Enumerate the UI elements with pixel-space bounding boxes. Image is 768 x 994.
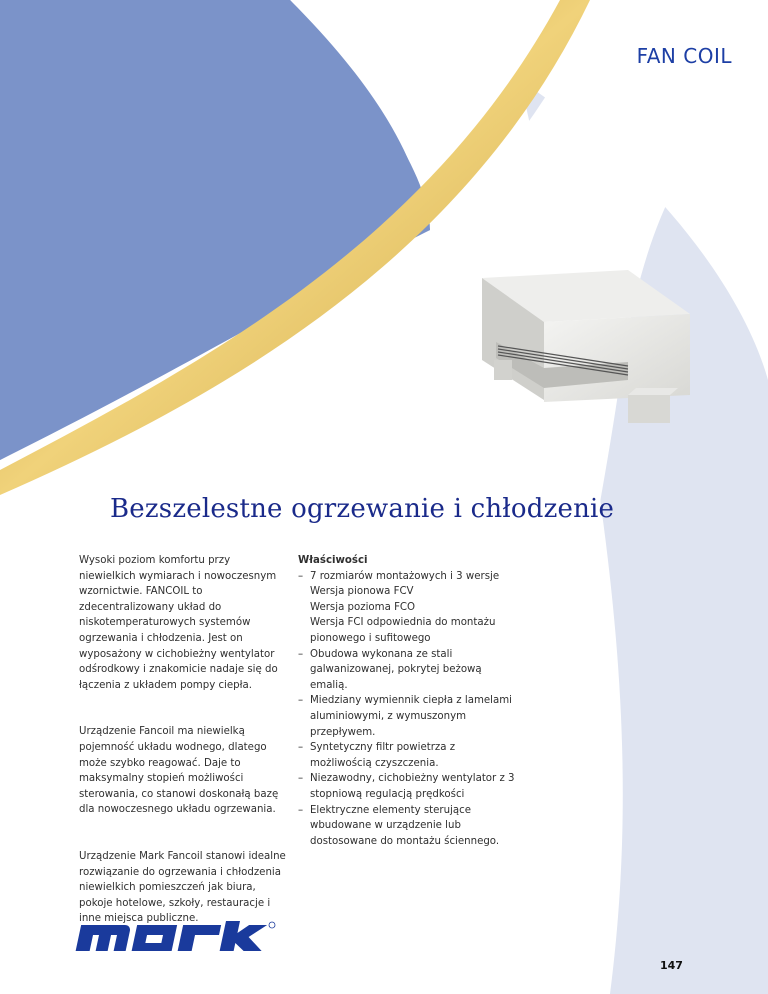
page-title: Bezszelestne ogrzewanie i chłodzenie <box>110 494 615 524</box>
feature-item: – Obudowa wykonana ze stali galwanizowanej, pokrytej beżową emalią. <box>298 648 482 691</box>
feature-subitem: Wersja FCI odpowiednia do montażu pionowego i sufitowego <box>310 617 496 644</box>
intro-paragraph: Urządzenie Fancoil ma niewielką pojemność układu wodnego, dlatego może szybko reagować. Daje to maksymalny stopień możliwości sterowania, co stanowi doskonałą bazę dla nowoczesnego układu ogrzewania. <box>79 726 279 816</box>
features-section <box>298 553 518 849</box>
feature-subitem: Wersja pozioma FCO <box>310 601 416 613</box>
category-label: FAN COIL <box>636 44 732 68</box>
features-heading: Właściwości <box>298 555 368 566</box>
dash-bullet: – <box>298 804 304 816</box>
features-list <box>298 569 518 850</box>
intro-paragraph: Wysoki poziom komfortu przy niewielkich wymiarach i nowoczesnym wzornictwie. FANCOIL to zdecentralizowany układ do niskotemperaturowych systemów ogrzewania i chłodzenia. Jest on wyposażony w cichobieżny wentylator odśrodkowy i znakomicie nadaje się do łączenia z układem pompy ciepła. <box>79 555 278 691</box>
feature-item: – 7 rozmiarów montażowych i 3 wersje <box>298 569 518 585</box>
dash-bullet: – <box>298 742 304 754</box>
mark-logo <box>74 921 276 951</box>
feature-subitem: Wersja pionowa FCV <box>310 586 414 598</box>
intro-text <box>79 553 289 958</box>
dash-bullet: – <box>298 773 304 785</box>
dash-bullet: – <box>298 695 304 707</box>
intro-paragraph: Urządzenie Mark Fancoil stanowi idealne rozwiązanie do ogrzewania i chłodzenia niewielkich pomieszczeń jak biura, pokoje hotelowe, szkoły, restauracje i inne miejsca publiczne. <box>79 850 286 925</box>
page-number: 147 <box>660 959 683 972</box>
fan-coil-unit-image <box>478 270 698 435</box>
feature-item: – Niezawodny, cichobieżny wentylator z 3 stopniową regulacją prędkości <box>298 773 515 800</box>
dash-bullet: – <box>298 570 304 582</box>
feature-item: – Elektryczne elementy sterujące wbudowane w urządzenie lub dostosowane do montażu ściennego. <box>298 804 500 847</box>
feature-item: – Syntetyczny filtr powietrza z możliwością czyszczenia. <box>298 742 456 769</box>
dash-bullet: – <box>298 648 304 660</box>
feature-item: – Miedziany wymiennik ciepła z lamelami aluminiowymi, z wymuszonym przepływem. <box>298 695 512 738</box>
